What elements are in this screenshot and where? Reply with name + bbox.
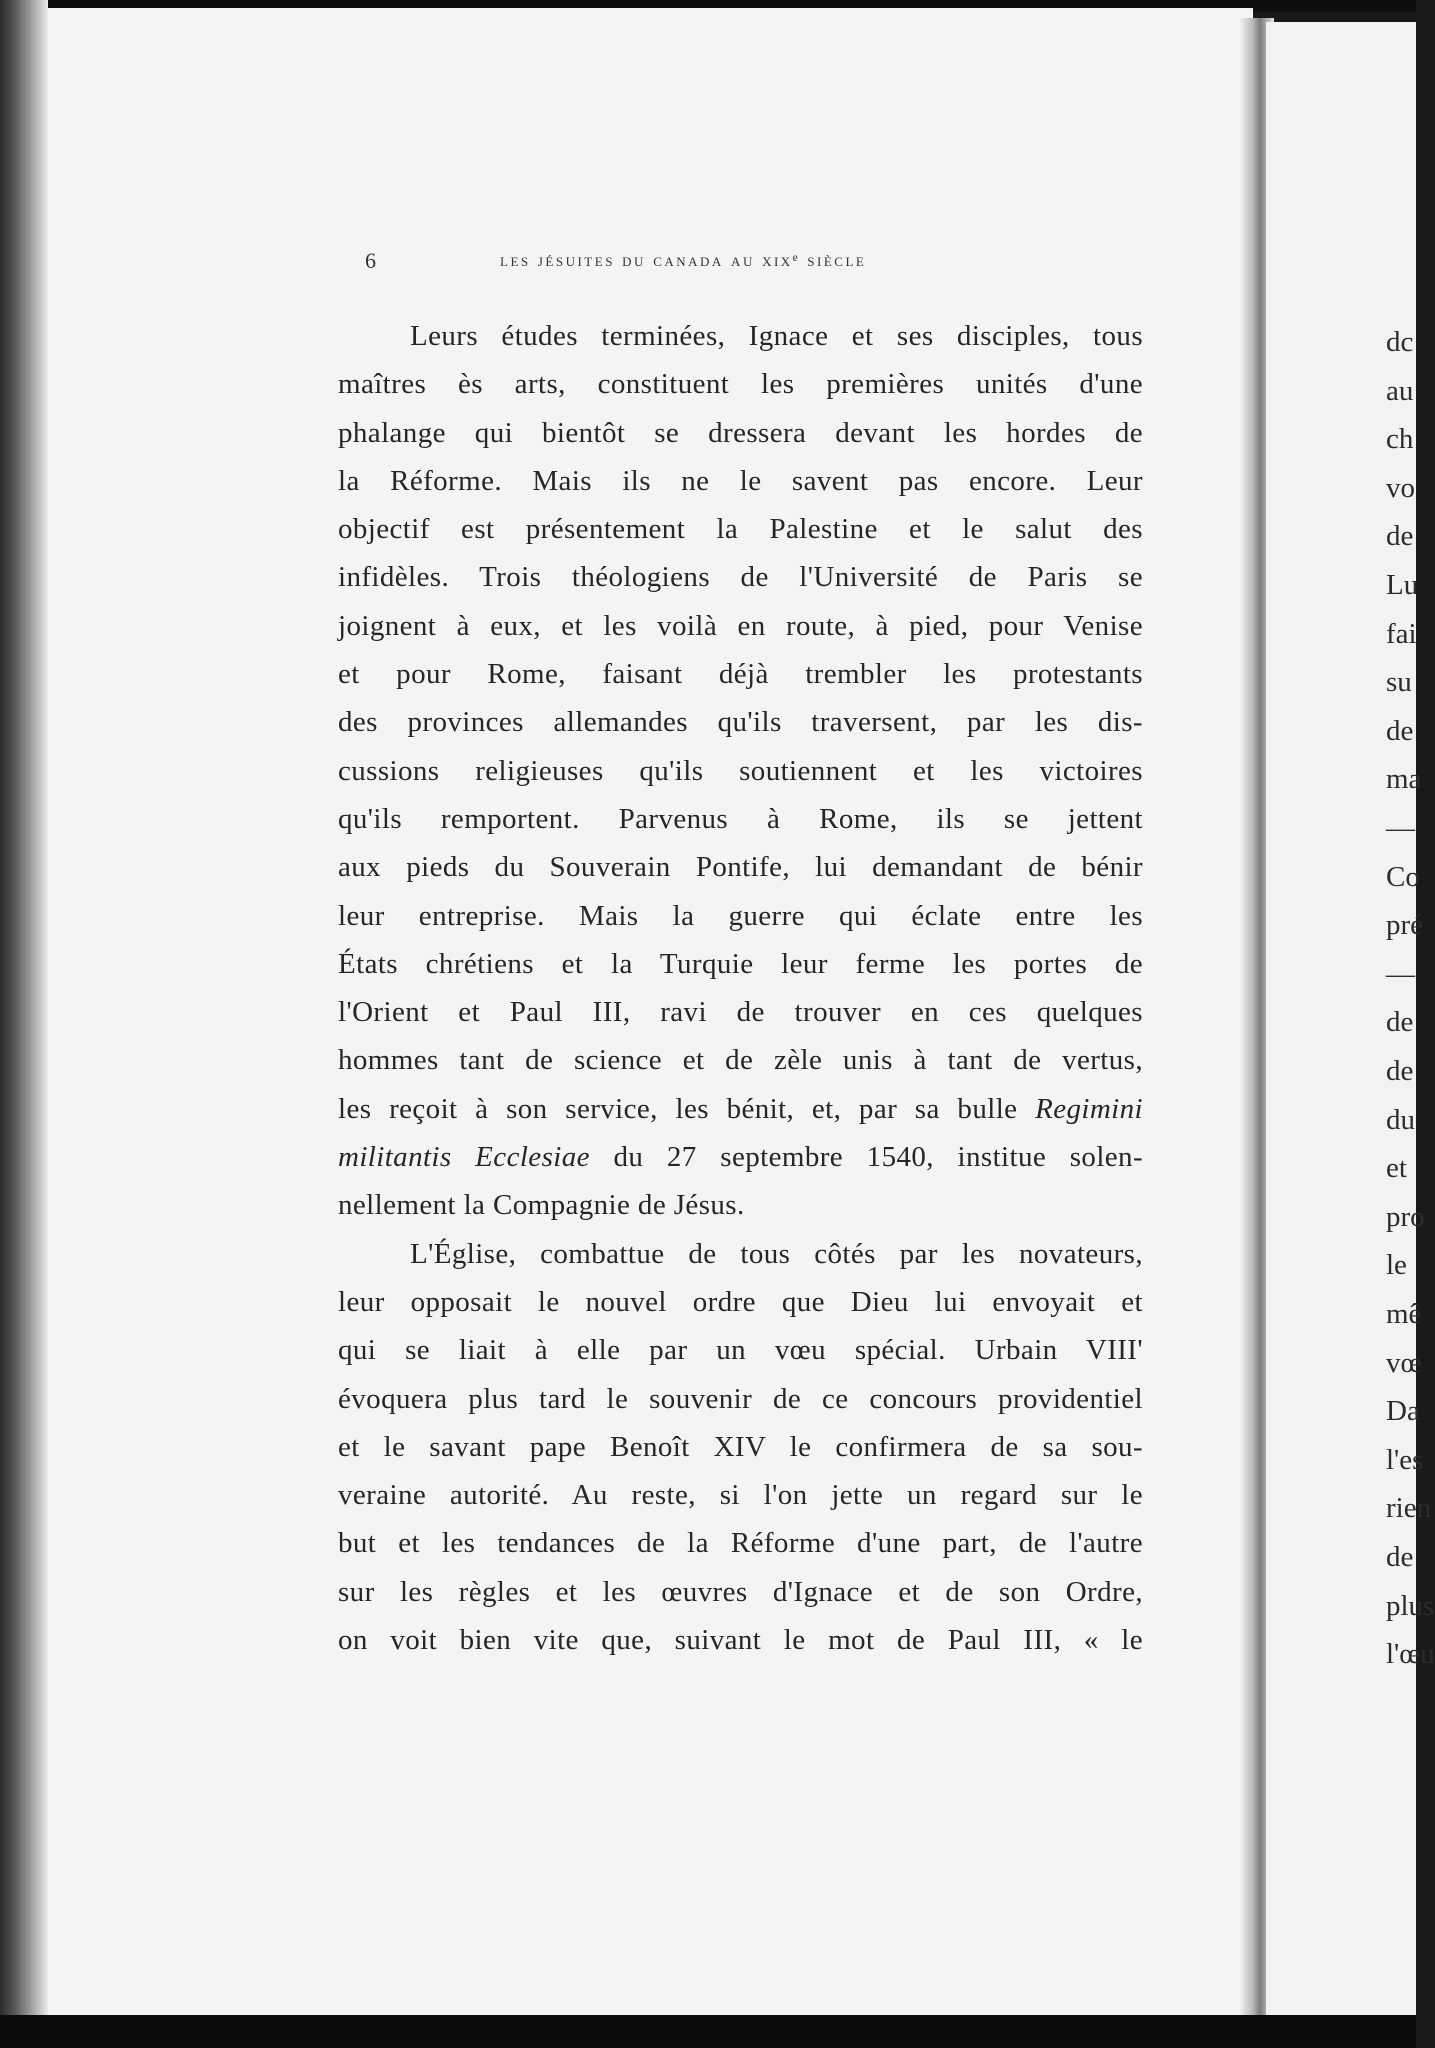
facing-page-line: et [1386,1152,1407,1185]
facing-page-line: rien [1386,1492,1432,1525]
scan-bottom-edge [0,2015,1416,2048]
text-line: évoquera plus tard le souvenir de ce concours providentiel [338,1382,1143,1415]
body-text [338,312,1143,1664]
text-line: aux pieds du Souverain Pontife, lui demandant de bénir [338,851,1143,884]
facing-page-line: ch [1386,423,1414,456]
facing-page-line: de [1386,520,1414,553]
facing-page-line: fai [1386,617,1417,650]
facing-page-line: Da [1386,1395,1420,1428]
text-line: hommes tant de science et de zèle unis à tant de vertus, [338,1044,1143,1077]
text-line: sur les règles et les œuvres d'Ignace et de son Ordre, [338,1575,1143,1608]
text-line: l'Orient et Paul III, ravi de trouver en ces quelques [338,996,1143,1029]
text-line: qu'ils remportent. Parvenus à Rome, ils se jettent [338,802,1143,835]
facing-page-line: de [1386,1541,1414,1573]
text-line-militantis [338,1133,1143,1181]
text-line: maîtres ès arts, constituent les premières unités d'une [338,368,1143,401]
text-line: veraine autorité. Au reste, si l'on jette un regard sur le [338,1479,1143,1512]
text-line: objectif est présentement la Palestine et le salut des [338,513,1143,546]
paragraph-1 [338,312,1143,1230]
text-line: phalange qui bientôt se dressera devant les hordes de [338,416,1143,449]
text-line: cussions religieuses qu'ils soutiennent et les victoires [338,754,1143,787]
facing-page-line: Lu [1386,569,1419,601]
page-number: 6 [365,248,378,273]
facing-page-line: de [1386,714,1414,747]
italic-title: Regimini [1035,1092,1143,1125]
text-line: États chrétiens et la Turquie leur ferme les portes de [338,947,1143,980]
running-head [365,248,1125,278]
facing-page-line: le [1386,1249,1407,1282]
text-line: des provinces allemandes qu'ils traversent, par les dis- [338,706,1143,739]
facing-page-line: plus [1386,1589,1435,1622]
text-line: infidèles. Trois théologiens de l'Université de Paris se [338,561,1143,594]
text-line: nellement la Compagnie de Jésus. [338,1189,745,1222]
facing-page-line: au [1386,374,1414,407]
text-line: et le savant pape Benoît XIV le confirmera de sa sou- [338,1430,1143,1463]
running-title: les jésuites du canada au xixᵉ siècle [500,250,867,271]
italic-title: militantis Ecclesiae [338,1141,590,1174]
facing-page-line: — [1386,812,1415,844]
text-run: les reçoit à son service, les bénit, et, par sa bulle [338,1092,1036,1125]
facing-page-line: du [1386,1103,1415,1136]
text-line: joignent à eux, et les voilà en route, à pied, pour Venise [338,609,1143,642]
facing-page-line: vo [1386,471,1415,504]
facing-page [1266,22,1435,2016]
text-line: on voit bien vite que, suivant le mot de Paul III, « le [338,1624,1143,1657]
text-line: Leurs études terminées, Ignace et ses disciples, tous [410,320,1143,352]
facing-page-line: de [1386,1055,1414,1087]
paragraph-2 [338,1230,1143,1665]
text-line: but et les tendances de la Réforme d'une part, de l'autre [338,1527,1143,1560]
facing-page-line: vœ [1386,1346,1422,1379]
facing-page-line: pré [1386,909,1424,942]
text-line: et pour Rome, faisant déjà trembler les protestants [338,658,1143,691]
text-line: L'Église, combattue de tous côtés par les novateurs, [410,1237,1143,1270]
facing-page-line: su [1386,666,1412,699]
facing-page-line: l'es [1386,1443,1424,1476]
text-line: leur opposait le nouvel ordre que Dieu lui envoyait et [338,1285,1143,1318]
text-run: du 27 septembre 1540, institue solen- [589,1141,1144,1174]
facing-page-line: — [1386,957,1415,990]
text-line: leur entreprise. Mais la guerre qui éclate entre les [338,899,1143,932]
scan-left-edge [0,0,48,2048]
text-line: la Réforme. Mais ils ne le savent pas encore. Leur [338,464,1143,497]
facing-page-line: de [1386,1006,1414,1039]
facing-page-line: pro [1386,1200,1425,1233]
facing-page-line: dc [1386,326,1414,358]
facing-page-line: l'œu [1386,1638,1435,1671]
text-line-bulle [338,1085,1143,1133]
facing-page-line: Co [1386,860,1420,893]
facing-page-line: mê [1386,1298,1422,1330]
facing-page-line: ma [1386,763,1422,796]
text-line: qui se liait à elle par un vœu spécial. Urbain VIII' [338,1334,1143,1367]
